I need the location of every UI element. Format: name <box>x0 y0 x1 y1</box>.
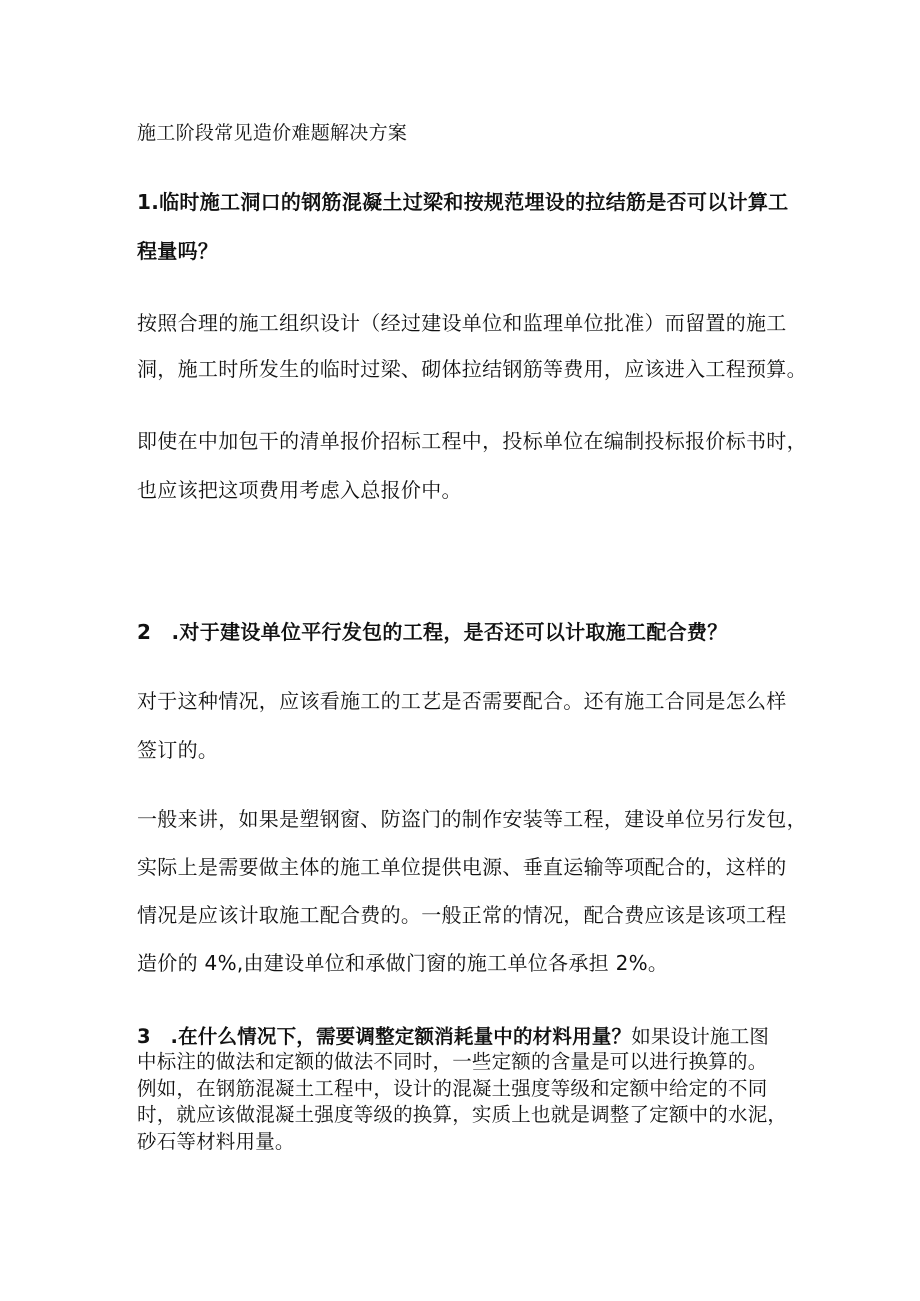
q2-para2-line-1: 一般来讲，如果是塑钢窗、防盗门的制作安装等工程，建设单位另行发包， <box>137 807 807 831</box>
q1-heading-line-2: 程量吗？ <box>137 239 219 263</box>
q1-para1-line-2: 洞，施工时所发生的临时过梁、砌体拉结钢筋等费用，应该进入工程预算。 <box>137 357 807 381</box>
q1-para2-line-1: 即使在中加包干的清单报价招标工程中，投标单位在编制投标报价标书时， <box>137 429 807 453</box>
q2-para1-line-2: 签订的。 <box>137 738 219 762</box>
q2-para2-line-3: 情况是应该计取施工配合费的。一般正常的情况，配合费应该是该项工程 <box>137 903 787 927</box>
q2-heading: 2 .对于建设单位平行发包的工程，是否还可以计取施工配合费？ <box>137 620 728 644</box>
q1-para2-line-2: 也应该把这项费用考虑入总报价中。 <box>137 478 462 502</box>
q2-para2-line-4: 造价的 4%,由建设单位和承做门窗的施工单位各承担 2%。 <box>137 951 669 975</box>
q1-para1-line-1: 按照合理的施工组织设计（经过建设单位和监理单位批准）而留置的施工 <box>137 311 787 335</box>
q3-body-start: 如果设计施工图 <box>631 1025 770 1048</box>
q1-heading-line-1: 1.临时施工洞口的钢筋混凝土过梁和按规范埋设的拉结筋是否可以计算工 <box>137 190 789 214</box>
q3-body-line-1: 中标注的做法和定额的做法不同时，一些定额的含量是可以进行换算的。 <box>137 1050 768 1073</box>
q3-body-line-2: 例如，在钢筋混凝土工程中，设计的混凝土强度等级和定额中给定的不同 <box>137 1077 768 1100</box>
document-title: 施工阶段常见造价难题解决方案 <box>137 122 408 144</box>
q3-heading: 3 .在什么情况下，需要调整定额消耗量中的材料用量？ <box>137 1025 632 1048</box>
q2-para2-line-2: 实际上是需要做主体的施工单位提供电源、垂直运输等项配合的，这样的 <box>137 855 787 879</box>
q3-body-line-3: 时，就应该做混凝土强度等级的换算，实质上也就是调整了定额中的水泥， <box>137 1103 788 1126</box>
q2-para1-line-1: 对于这种情况，应该看施工的工艺是否需要配合。还有施工合同是怎么样 <box>137 689 787 713</box>
q3-body-line-4: 砂石等材料用量。 <box>137 1130 295 1153</box>
q3-first-line <box>137 1025 769 1049</box>
